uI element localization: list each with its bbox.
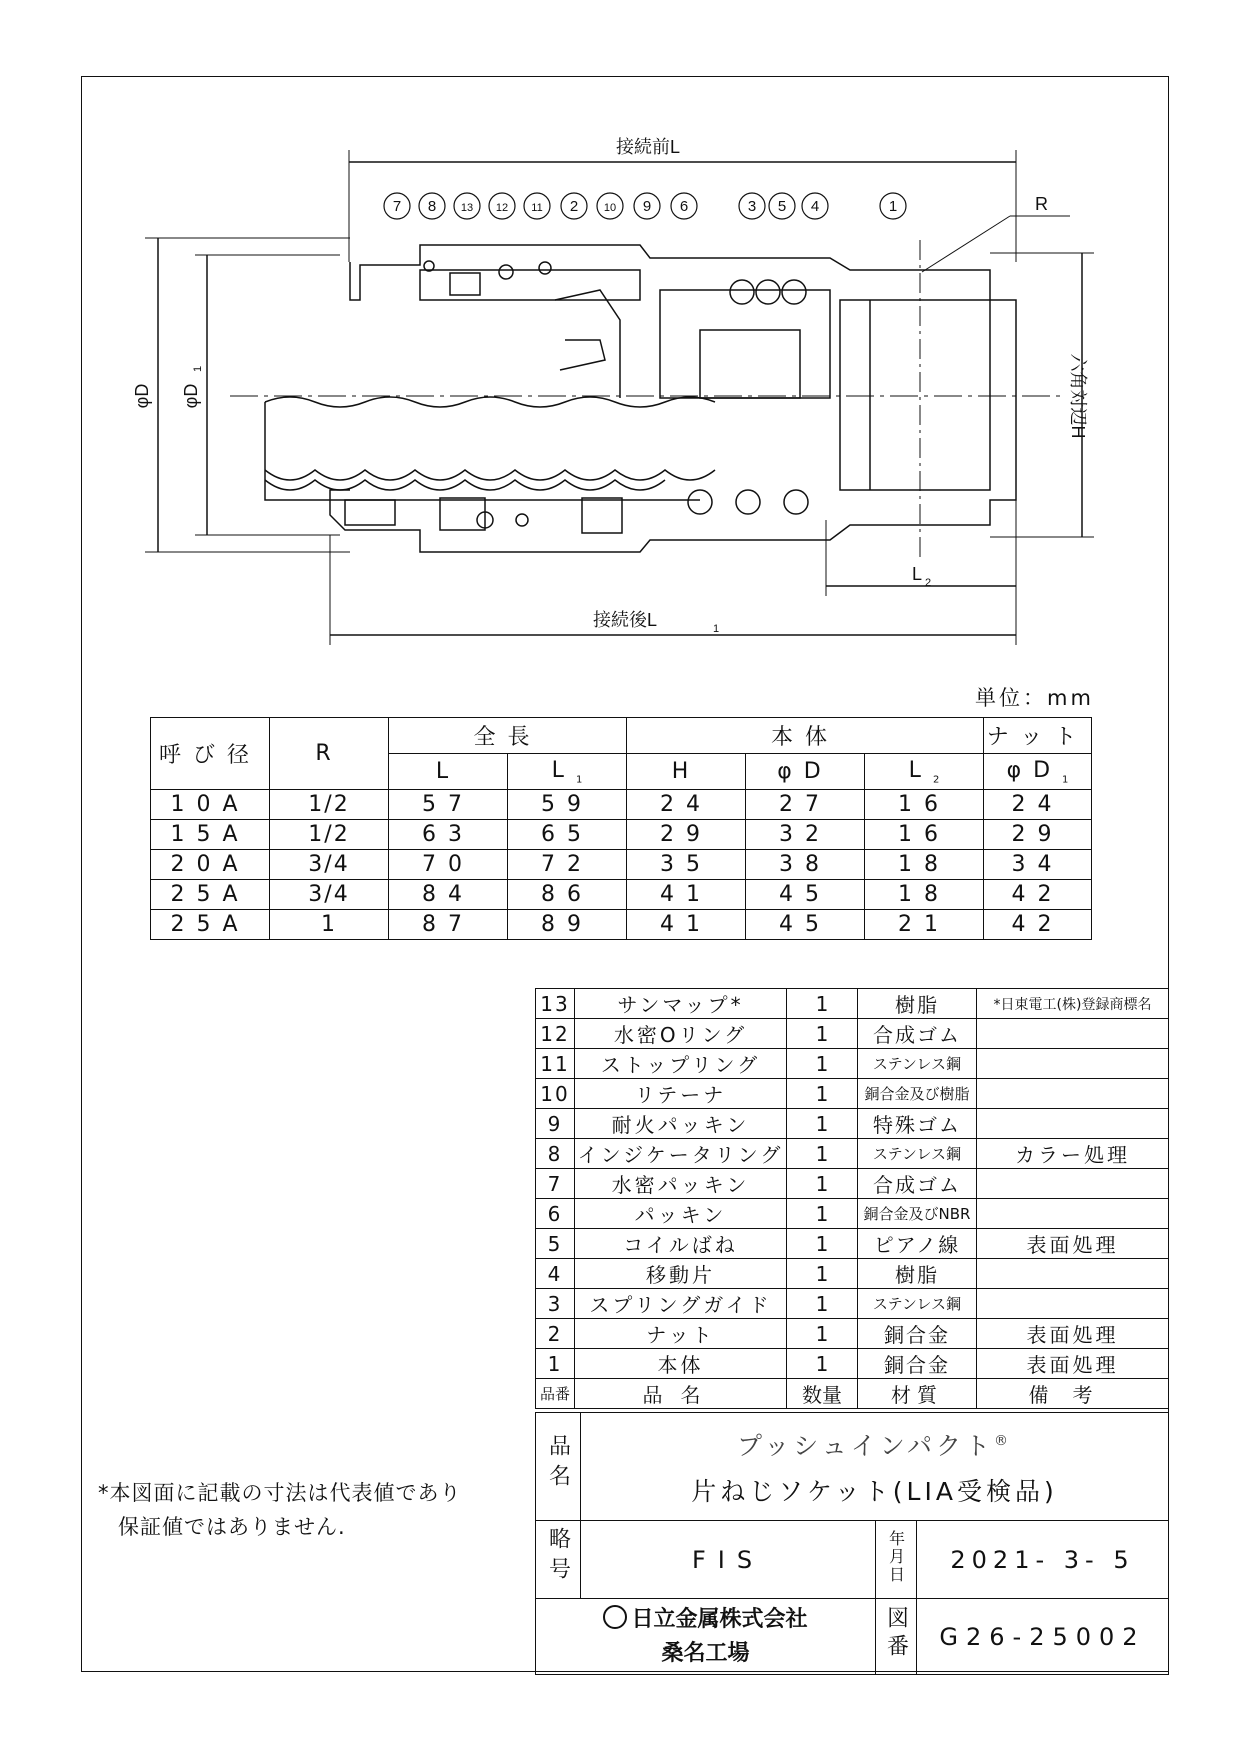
parts-row: [536, 1049, 1169, 1079]
part-material: 銅合金及びNBR: [858, 1199, 977, 1229]
label-L1-sub: 1: [713, 623, 720, 635]
dim-cell-L1: 65: [508, 820, 627, 850]
drawing-no-label-cell: [876, 1599, 917, 1675]
dim-cell-H: 41: [627, 880, 746, 910]
part-no: 5: [536, 1229, 575, 1259]
part-note: *日東電工(株)登録商標名: [977, 989, 1169, 1019]
part-name: ナット: [575, 1319, 787, 1349]
part-material: 樹脂: [858, 1259, 977, 1289]
dim-cell-L: 63: [389, 820, 508, 850]
label-phiD: φD: [132, 383, 152, 409]
dim-cell-r: 3/4: [270, 850, 389, 880]
part-qty: 1: [787, 1199, 858, 1229]
parts-row: [536, 1319, 1169, 1349]
header-L1: $L_1$: [508, 754, 627, 790]
dim-cell-L1: 59: [508, 790, 627, 820]
product-line1: プッシュインパクト: [736, 1431, 994, 1461]
note-line2: 保証値ではありません.: [118, 1515, 346, 1539]
balloon-label-1: 1: [888, 198, 898, 215]
parts-row: [536, 1139, 1169, 1169]
company-name: 日立金属株式会社: [631, 1606, 808, 1632]
part-qty: 1: [787, 1289, 858, 1319]
name-label: 品名: [545, 1433, 571, 1494]
parts-row: [536, 1019, 1169, 1049]
dim-cell-size: 10A: [151, 790, 270, 820]
part-name: ストップリング: [575, 1049, 787, 1079]
dim-cell-D: 38: [746, 850, 865, 880]
dim-cell-size: 20A: [151, 850, 270, 880]
part-material: 銅合金及び樹脂: [858, 1079, 977, 1109]
note-line1: *本図面に記載の寸法は代表値であり: [98, 1481, 462, 1505]
part-no: 6: [536, 1199, 575, 1229]
parts-header-qty: 数量: [787, 1379, 858, 1409]
dim-cell-H: 41: [627, 910, 746, 940]
dim-cell-H: 35: [627, 850, 746, 880]
parts-row: [536, 1109, 1169, 1139]
part-name: サンマップ*: [575, 989, 787, 1019]
parts-row: [536, 1349, 1169, 1379]
part-name: 水密パッキン: [575, 1169, 787, 1199]
parts-header-material: 材質: [858, 1379, 977, 1409]
cross-section-drawing: [0, 0, 1241, 680]
header-H: H: [627, 754, 746, 790]
balloon-label-10: 10: [603, 202, 617, 214]
part-note: [977, 1259, 1169, 1289]
company-cell: [536, 1599, 876, 1675]
dim-cell-L: 87: [389, 910, 508, 940]
parts-header-note: 備考: [977, 1379, 1169, 1409]
part-no: 11: [536, 1049, 575, 1079]
product-name-cell: [581, 1413, 1169, 1521]
part-material: ステンレス鋼: [858, 1139, 977, 1169]
balloon-label-2: 2: [569, 198, 579, 215]
parts-row: [536, 1199, 1169, 1229]
part-material: 樹脂: [858, 989, 977, 1019]
drawing-no-value: G26-25002: [917, 1599, 1169, 1675]
part-material: 合成ゴム: [858, 1019, 977, 1049]
label-L: 接続前L: [615, 137, 681, 157]
header-nominal: 呼び径: [151, 718, 270, 790]
part-material: 合成ゴム: [858, 1169, 977, 1199]
dim-cell-D1: 29: [984, 820, 1092, 850]
dim-cell-L1: 89: [508, 910, 627, 940]
balloon-label-3: 3: [747, 198, 757, 215]
part-note: 表面処理: [977, 1319, 1169, 1349]
dim-cell-D1: 42: [984, 910, 1092, 940]
header-phiD1: $\varphi D_1$: [984, 754, 1092, 790]
part-name: 水密Oリング: [575, 1019, 787, 1049]
label-L2: L: [912, 564, 923, 584]
dim-cell-r: 1/2: [270, 790, 389, 820]
part-qty: 1: [787, 1319, 858, 1349]
dimension-row: [151, 880, 1092, 910]
dim-cell-H: 24: [627, 790, 746, 820]
part-no: 13: [536, 989, 575, 1019]
dim-cell-D: 45: [746, 910, 865, 940]
part-qty: 1: [787, 1019, 858, 1049]
dim-cell-D: 27: [746, 790, 865, 820]
dim-cell-D1: 24: [984, 790, 1092, 820]
part-name: リテーナ: [575, 1079, 787, 1109]
part-qty: 1: [787, 1139, 858, 1169]
part-note: [977, 1079, 1169, 1109]
header-body: 本体: [627, 718, 984, 754]
parts-row: [536, 989, 1169, 1019]
part-name: パッキン: [575, 1199, 787, 1229]
part-qty: 1: [787, 1259, 858, 1289]
dim-cell-L1: 72: [508, 850, 627, 880]
part-name: 本体: [575, 1349, 787, 1379]
header-L: L: [389, 754, 508, 790]
dimension-row: [151, 850, 1092, 880]
part-note: [977, 1169, 1169, 1199]
part-no: 10: [536, 1079, 575, 1109]
company-logo-icon: [603, 1605, 627, 1629]
part-name: インジケータリング: [575, 1139, 787, 1169]
part-name: コイルばね: [575, 1229, 787, 1259]
part-note: [977, 1289, 1169, 1319]
label-phiD1-sub: 1: [192, 365, 204, 372]
disclaimer-note: [98, 1476, 462, 1544]
label-phiD1: φD: [181, 383, 201, 409]
balloon-label-8: 8: [427, 198, 437, 215]
parts-row: [536, 1079, 1169, 1109]
part-no: 9: [536, 1109, 575, 1139]
part-material: 特殊ゴム: [858, 1109, 977, 1139]
part-no: 7: [536, 1169, 575, 1199]
balloon-label-5: 5: [777, 198, 787, 215]
part-qty: 1: [787, 1049, 858, 1079]
label-L2-sub: 2: [925, 577, 932, 589]
dim-cell-L2: 16: [865, 790, 984, 820]
part-no: 3: [536, 1289, 575, 1319]
part-material: ステンレス鋼: [858, 1049, 977, 1079]
header-nut: ナット: [984, 718, 1092, 754]
unit-label: 単位：mm: [975, 686, 1094, 710]
part-no: 12: [536, 1019, 575, 1049]
part-material: ステンレス鋼: [858, 1289, 977, 1319]
part-note: 表面処理: [977, 1229, 1169, 1259]
pipe-outline: [265, 402, 700, 500]
part-note: [977, 1019, 1169, 1049]
dim-cell-size: 15A: [151, 820, 270, 850]
dimension-row: [151, 790, 1092, 820]
dim-cell-L: 57: [389, 790, 508, 820]
part-note: [977, 1109, 1169, 1139]
dim-cell-r: 3/4: [270, 880, 389, 910]
dim-cell-D: 45: [746, 880, 865, 910]
part-material: ピアノ線: [858, 1229, 977, 1259]
part-no: 1: [536, 1349, 575, 1379]
dim-cell-D1: 34: [984, 850, 1092, 880]
balloon-label-4: 4: [810, 198, 820, 215]
registered-mark: ®: [994, 1432, 1012, 1449]
date-value: 2021- 3- 5: [917, 1521, 1169, 1599]
part-qty: 1: [787, 1169, 858, 1199]
dim-cell-L: 70: [389, 850, 508, 880]
dim-cell-L2: 16: [865, 820, 984, 850]
dim-cell-L2: 18: [865, 880, 984, 910]
part-name: スプリングガイド: [575, 1289, 787, 1319]
dim-cell-size: 25A: [151, 910, 270, 940]
dimension-row: [151, 820, 1092, 850]
dim-cell-size: 25A: [151, 880, 270, 910]
header-r: R: [270, 718, 389, 790]
dimension-row: [151, 910, 1092, 940]
header-overall-length: 全長: [389, 718, 627, 754]
label-R: R: [1035, 194, 1048, 214]
part-note: [977, 1049, 1169, 1079]
part-qty: 1: [787, 1079, 858, 1109]
balloon-label-7: 7: [392, 198, 402, 215]
dim-cell-r: 1: [270, 910, 389, 940]
dim-cell-H: 29: [627, 820, 746, 850]
abbr-value: FIS: [581, 1521, 876, 1599]
abbr-label: 略号: [545, 1526, 571, 1587]
abbr-label-cell: [536, 1521, 581, 1599]
part-no: 2: [536, 1319, 575, 1349]
part-no: 4: [536, 1259, 575, 1289]
parts-row: [536, 1259, 1169, 1289]
part-name: 移動片: [575, 1259, 787, 1289]
date-label: 年月日: [886, 1529, 906, 1584]
parts-header-name: 品名: [575, 1379, 787, 1409]
label-L1: 接続後L: [592, 610, 658, 630]
name-label-cell: [536, 1413, 581, 1521]
balloon-label-12: 12: [495, 202, 509, 214]
part-note: カラー処理: [977, 1139, 1169, 1169]
drawing-no-label: 図番: [883, 1605, 909, 1662]
part-note: 表面処理: [977, 1349, 1169, 1379]
header-L2: $L_2$: [865, 754, 984, 790]
parts-row: [536, 1289, 1169, 1319]
balloon-label-6: 6: [679, 198, 689, 215]
part-qty: 1: [787, 1229, 858, 1259]
dim-cell-L2: 18: [865, 850, 984, 880]
parts-table: [535, 988, 1169, 1409]
part-note: [977, 1199, 1169, 1229]
dim-cell-D1: 42: [984, 880, 1092, 910]
title-block: [535, 1412, 1169, 1675]
part-material: 銅合金: [858, 1349, 977, 1379]
parts-header-no: 品番: [536, 1379, 575, 1409]
parts-row: [536, 1169, 1169, 1199]
header-phiD: φD: [746, 754, 865, 790]
part-qty: 1: [787, 989, 858, 1019]
balloon-label-11: 11: [531, 202, 543, 214]
balloon-label-13: 13: [460, 202, 474, 214]
parts-row: [536, 1229, 1169, 1259]
part-no: 8: [536, 1139, 575, 1169]
balloon-label-9: 9: [642, 198, 652, 215]
dim-cell-L: 84: [389, 880, 508, 910]
part-qty: 1: [787, 1349, 858, 1379]
part-qty: 1: [787, 1109, 858, 1139]
part-material: 銅合金: [858, 1319, 977, 1349]
dimension-table: [150, 717, 1092, 940]
date-label-cell: [876, 1521, 917, 1599]
dim-cell-r: 1/2: [270, 820, 389, 850]
dim-cell-L2: 21: [865, 910, 984, 940]
product-line2: 片ねじソケット(LIA受検品): [691, 1477, 1058, 1507]
dim-cell-D: 32: [746, 820, 865, 850]
dim-cell-L1: 86: [508, 880, 627, 910]
label-hex: 六角対辺H: [1068, 353, 1088, 439]
part-name: 耐火パッキン: [575, 1109, 787, 1139]
plant-name: 桑名工場: [661, 1640, 750, 1666]
